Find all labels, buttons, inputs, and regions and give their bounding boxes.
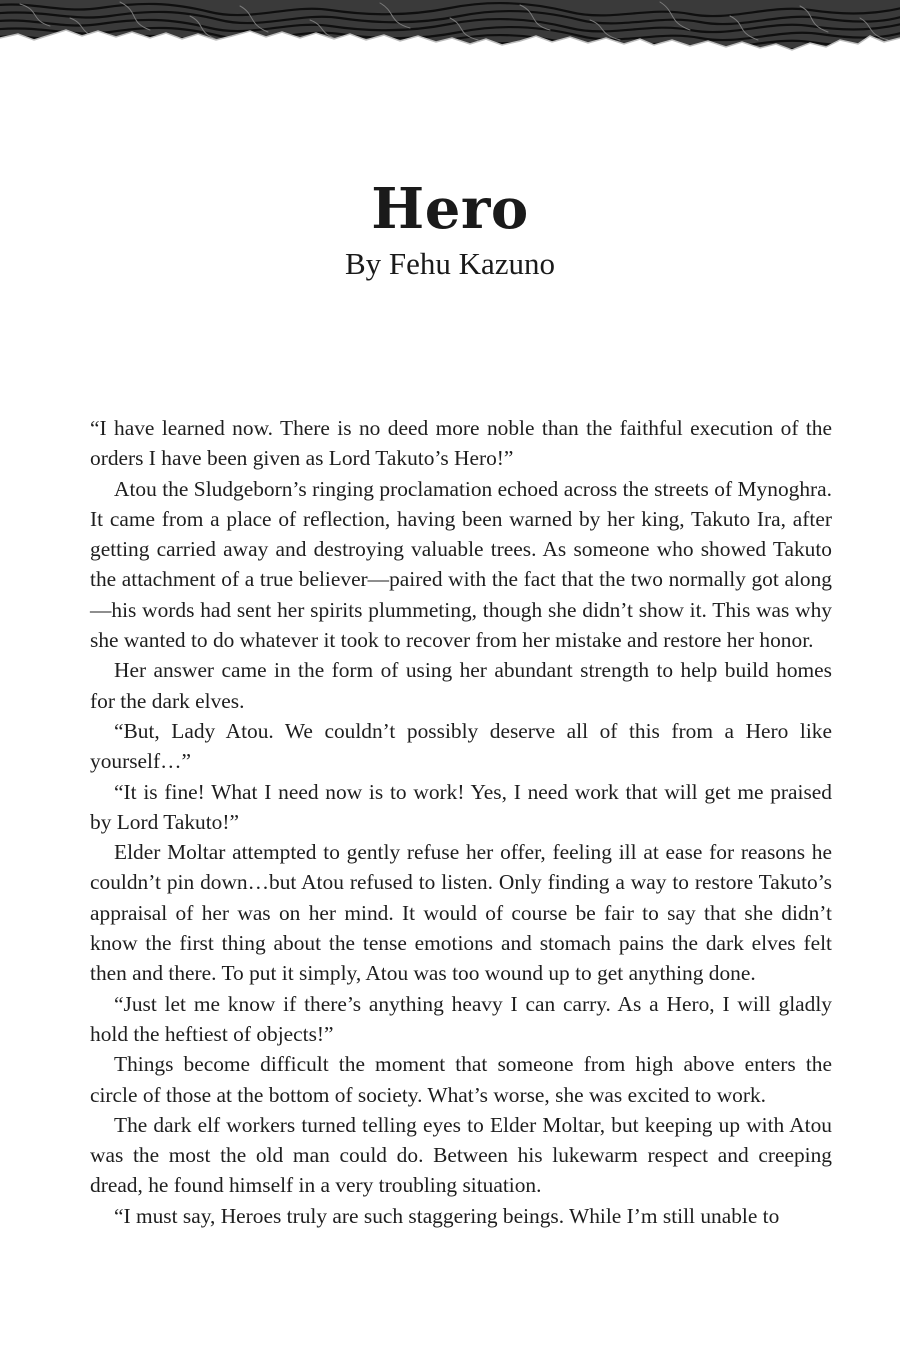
paragraph: “I must say, Heroes truly are such staggering beings. While I’m still unable to [114, 1203, 780, 1228]
chapter-title: Hero [371, 176, 529, 242]
paragraph: Things become difficult the moment that someone from high above enters the circle of those at the bottom of society. What’s worse, she was excited to work. [90, 1052, 832, 1107]
author-byline: By Fehu Kazuno [344, 246, 556, 281]
paragraph: Her answer came in the form of using her abundant strength to help build homes for the dark elves. [90, 658, 832, 713]
paragraph: “Just let me know if there’s anything heavy I can carry. As a Hero, I will gladly hold the heftiest of objects!” [90, 991, 832, 1046]
paragraph: Elder Moltar attempted to gently refuse her offer, feeling ill at ease for reasons he couldn’t pin down…but Atou refused to listen. Only finding a way to restore Takuto’s appraisal of her was on her mind. It would of course be fair to say that she didn’t know the first thing about the tense emotions and stomach pains the dark elves felt then and there. To put it simply, Atou was too wound up to get anything done. [90, 840, 832, 986]
paragraph: The dark elf workers turned telling eyes to Elder Moltar, but keeping up with Atou was the most the old man could do. Between his lukewarm respect and creeping dread, he found himself in a very troubling situation. [90, 1112, 832, 1198]
torn-paper-header [0, 0, 900, 70]
paragraph: Atou the Sludgeborn’s ringing proclamation echoed across the streets of Mynoghra. It came from a place of reflection, having been warned by her king, Takuto Ira, after getting carried away and destroying valuable trees. As someone who showed Takuto the attachment of a true believer—paired with the fact that the two normally got along—his words had sent her spirits plummeting, though she didn’t show it. This was why she wanted to do whatever it took to recover from her mistake and restore her honor. [90, 476, 832, 653]
story-body [90, 413, 832, 1231]
chapter-heading [0, 176, 900, 284]
paragraph: “It is fine! What I need now is to work! Yes, I need work that will get me praised by Lord Takuto!” [90, 779, 832, 834]
paragraph: “But, Lady Atou. We couldn’t possibly deserve all of this from a Hero like yourself…” [90, 718, 832, 774]
paragraph: “I have learned now. There is no deed more noble than the faithful execution of the orders I have been given as Lord Takuto’s Hero!” [90, 416, 832, 471]
